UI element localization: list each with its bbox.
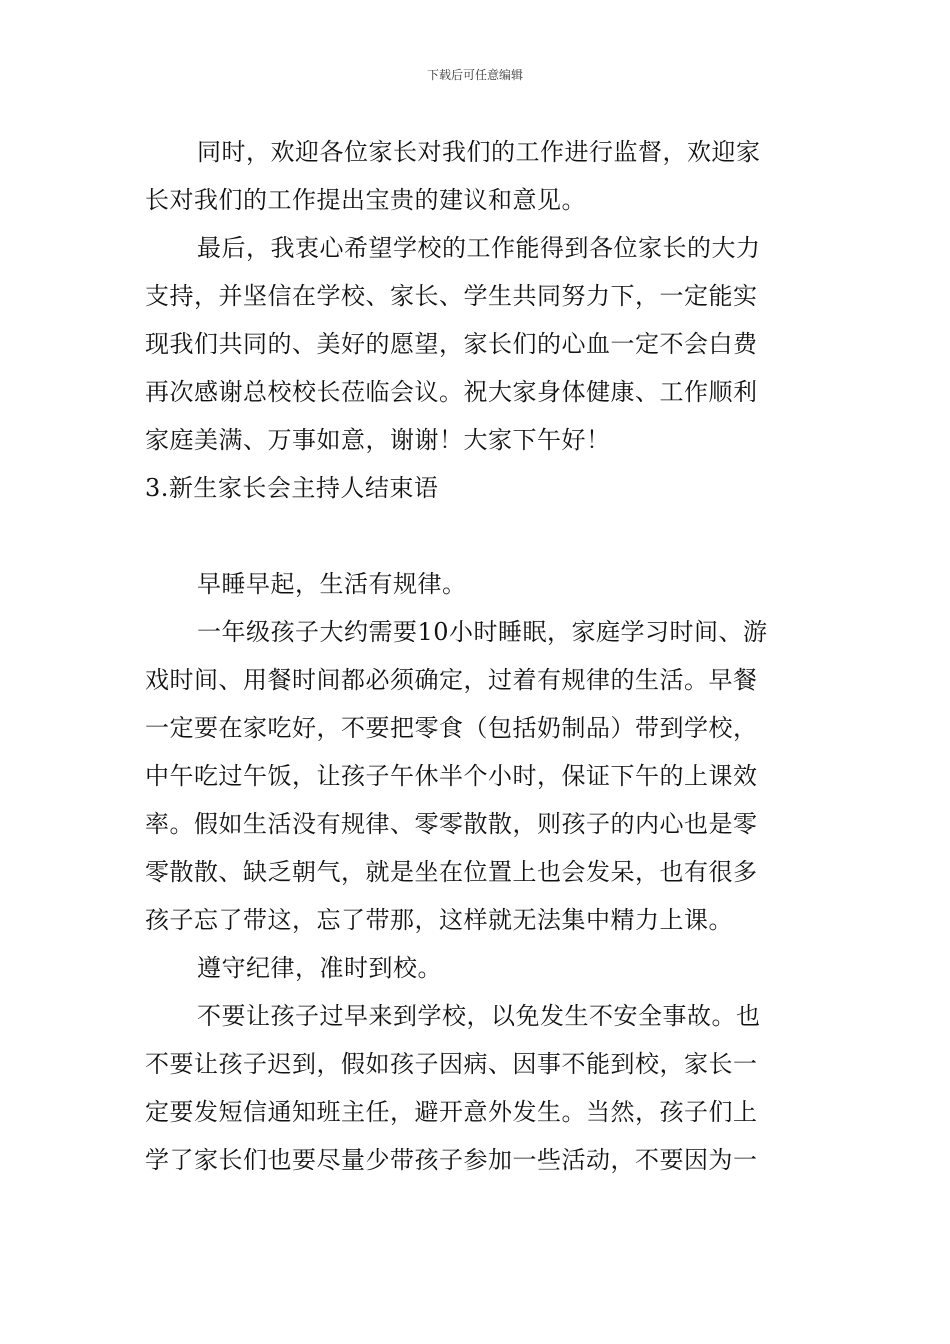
paragraph-line: 现我们共同的、美好的愿望，家长们的心血一定不会白费	[145, 330, 758, 358]
paragraph-line: 不要让孩子迟到，假如孩子因病、因事不能到校，家长一	[145, 1050, 758, 1078]
paragraph-line: 中午吃过午饭，让孩子午休半个小时，保证下午的上课效	[145, 762, 758, 790]
paragraph-line: 长对我们的工作提出宝贵的建议和意见。	[145, 186, 586, 214]
paragraph-line: 同时，欢迎各位家长对我们的工作进行监督，欢迎家	[197, 138, 761, 166]
paragraph-line: 支持，并坚信在学校、家长、学生共同努力下，一定能实	[145, 282, 758, 310]
paragraph-line: 家庭美满、万事如意，谢谢！大家下午好！	[145, 426, 611, 454]
paragraph-line: 一年级孩子大约需要10小时睡眠，家庭学习时间、游	[197, 618, 768, 646]
paragraph-line: 早睡早起，生活有规律。	[197, 570, 467, 598]
paragraph-line: 率。假如生活没有规律、零零散散，则孩子的内心也是零	[145, 810, 758, 838]
paragraph-line: 遵守纪律，准时到校。	[197, 954, 442, 982]
section-heading: 3.新生家长会主持人结束语	[145, 474, 439, 502]
header-note: 下载后可任意编辑	[426, 68, 523, 82]
paragraph-line: 不要让孩子过早来到学校，以免发生不安全事故。也	[197, 1002, 761, 1030]
paragraph-line: 再次感谢总校校长莅临会议。祝大家身体健康、工作顺利	[145, 378, 758, 406]
paragraph-line: 零散散、缺乏朝气，就是坐在位置上也会发呆，也有很多	[145, 858, 758, 886]
paragraph-line: 学了家长们也要尽量少带孩子参加一些活动，不要因为一	[145, 1146, 758, 1174]
blank-line	[145, 512, 810, 560]
paragraph-line: 最后，我衷心希望学校的工作能得到各位家长的大力	[197, 234, 761, 262]
document-body	[145, 128, 810, 1184]
paragraph-line: 戏时间、用餐时间都必须确定，过着有规律的生活。早餐	[145, 666, 758, 694]
paragraph-line: 定要发短信通知班主任，避开意外发生。当然，孩子们上	[145, 1098, 758, 1126]
paragraph-line: 孩子忘了带这，忘了带那，这样就无法集中精力上课。	[145, 906, 733, 934]
paragraph-line: 一定要在家吃好，不要把零食（包括奶制品）带到学校，	[145, 714, 758, 742]
